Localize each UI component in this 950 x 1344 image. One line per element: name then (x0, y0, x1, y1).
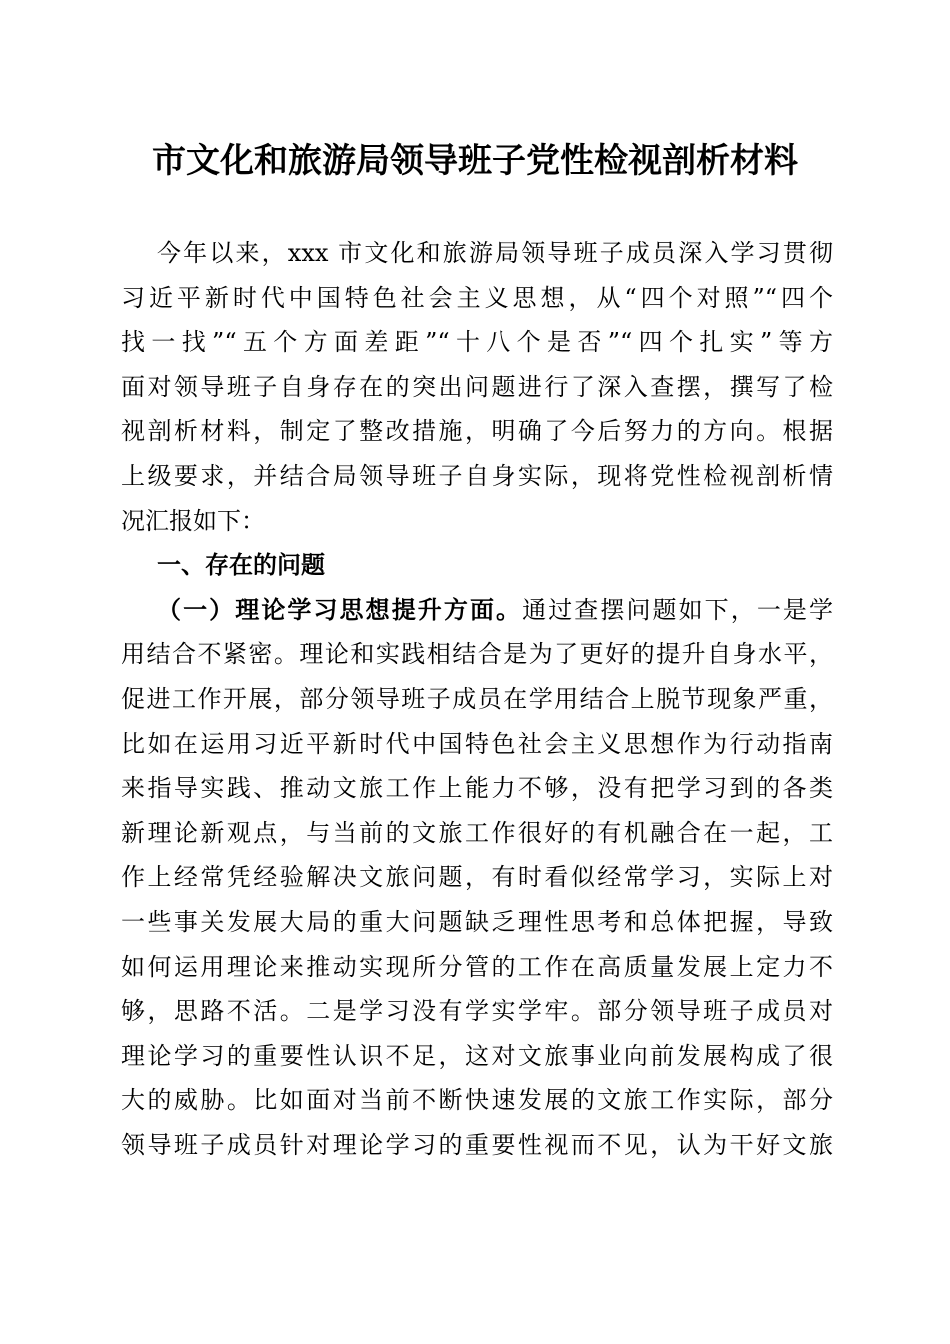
subsection-line: 理论学习的重要性认识不足，这对文旅事业向前发展构成了很 (121, 1041, 833, 1070)
subsection-line: 大的威胁。比如面对当前不断快速发展的文旅工作实际，部分 (121, 1086, 833, 1115)
subsection-line: 新理论新观点，与当前的文旅工作很好的有机融合在一起，工 (121, 818, 833, 847)
document-body (121, 231, 833, 1167)
intro-line: 上级要求，并结合局领导班子自身实际，现将党性检视剖析情 (121, 461, 833, 490)
subsection-line: 促进工作开展，部分领导班子成员在学用结合上脱节现象严重， (121, 684, 833, 713)
intro-line: 今年以来，xxx 市文化和旅游局领导班子成员深入学习贯彻 (157, 239, 833, 267)
subsection-first-line (121, 588, 833, 633)
subsection-lead: （一）理论学习思想提升方面。 (157, 595, 523, 624)
intro-line: 面对领导班子自身存在的突出问题进行了深入查摆，撰写了检 (121, 372, 833, 401)
subsection-line: 如何运用理论来推动实现所分管的工作在高质量发展上定力不 (121, 952, 833, 981)
subsection-line: 作上经常凭经验解决文旅问题，有时看似经常学习，实际上对 (121, 863, 833, 892)
subsection-line: 用结合不紧密。理论和实践相结合是为了更好的提升自身水平， (121, 640, 833, 669)
subsection-line: 领导班子成员针对理论学习的重要性视而不见，认为干好文旅 (121, 1130, 833, 1159)
intro-line: 找一找”“五个方面差距”“十八个是否”“四个扎实”等方 (121, 328, 833, 357)
subsection-first-line-text: 通过查摆问题如下，一是学 (522, 595, 834, 624)
subsection-line: 比如在运用习近平新时代中国特色社会主义思想作为行动指南 (121, 729, 833, 758)
subsection-line: 一些事关发展大局的重大问题缺乏理性思考和总体把握，导致 (121, 907, 833, 936)
intro-line: 习近平新时代中国特色社会主义思想，从“四个对照”“四个 (121, 283, 833, 312)
subsection-line: 够，思路不活。二是学习没有学实学牢。部分领导班子成员对 (121, 997, 833, 1026)
subsection-line: 来指导实践、推动文旅工作上能力不够，没有把学习到的各类 (121, 774, 833, 803)
intro-line: 况汇报如下： (121, 506, 265, 535)
document-title: 市文化和旅游局领导班子党性检视剖析材料 (152, 141, 798, 181)
section-heading: 一、存在的问题 (157, 551, 325, 580)
intro-line: 视剖析材料，制定了整改措施，明确了今后努力的方向。根据 (121, 417, 833, 446)
